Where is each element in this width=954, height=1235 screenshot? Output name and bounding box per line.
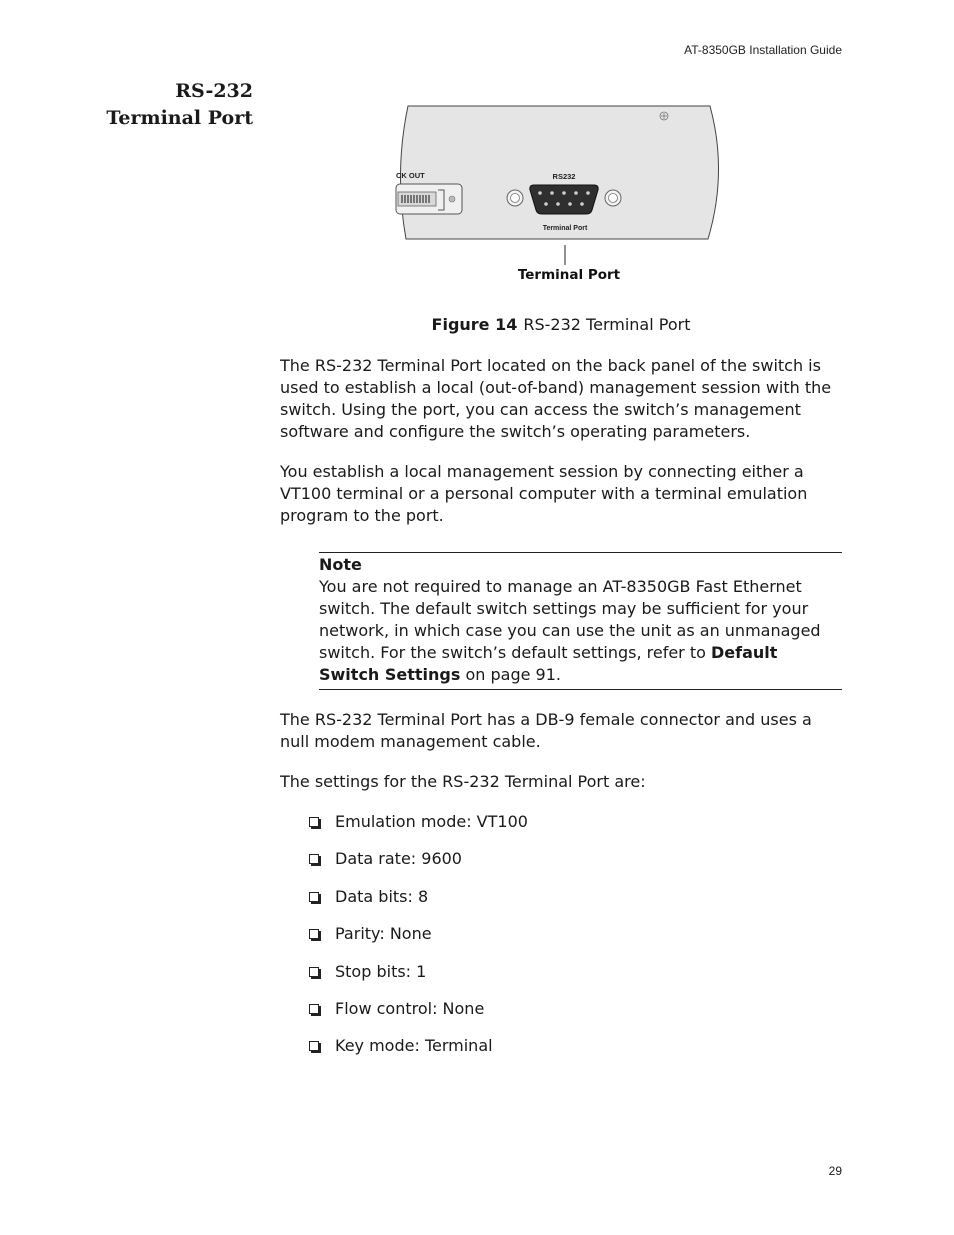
back-out-label: CK OUT — [396, 171, 425, 180]
section-heading-line1: RS-232 — [175, 80, 253, 102]
paragraph-settings-intro: The settings for the RS-232 Terminal Port are: — [280, 772, 646, 791]
checkbox-icon — [309, 1041, 319, 1051]
note-text: You are not required to manage an AT-8350GB Fast Ethernet switch. The default switch settings may be sufficient for your network, in which case you can use the unit as an unmanaged switch. For the switch’s default settings, refer to — [319, 577, 821, 662]
list-item — [307, 811, 528, 848]
checkbox-icon — [309, 817, 319, 827]
section-heading — [60, 78, 253, 132]
list-item — [307, 1035, 528, 1072]
figure-number: Figure 14 — [431, 315, 518, 334]
terminal-port-figure — [394, 104, 724, 294]
setting-text: Stop bits: 1 — [335, 961, 427, 981]
setting-text: Data bits: 8 — [335, 886, 429, 906]
left-jack-screw-icon — [507, 190, 523, 206]
default-switch-settings-link[interactable]: Default Switch Settings — [319, 643, 778, 684]
note-box — [319, 552, 842, 690]
figure-caption — [280, 315, 842, 334]
list-item — [307, 923, 528, 960]
panel-screw-icon — [660, 112, 668, 120]
settings-list — [307, 811, 528, 1073]
panel-terminal-port-label: Terminal Port — [542, 225, 588, 232]
db9-connector-icon — [530, 185, 598, 214]
checkbox-icon — [309, 1004, 319, 1014]
paragraph-session: You establish a local management session by connecting either a VT100 terminal or a personal computer with a terminal emulation program to the port. — [280, 462, 808, 525]
stack-out-connector-icon — [396, 184, 462, 214]
list-item — [307, 848, 528, 885]
checkbox-icon — [309, 929, 319, 939]
page-number: 29 — [828, 1164, 842, 1178]
list-item — [307, 998, 528, 1035]
checkbox-icon — [309, 854, 319, 864]
note-title: Note — [319, 555, 362, 574]
paragraph-connector: The RS-232 Terminal Port has a DB-9 female connector and uses a null modem management cable. — [280, 710, 812, 751]
back-panel-illustration — [394, 104, 724, 294]
setting-text: Flow control: None — [335, 998, 485, 1018]
list-item — [307, 961, 528, 998]
callout-label: Terminal Port — [517, 267, 621, 283]
setting-text: Data rate: 9600 — [335, 849, 462, 869]
list-item — [307, 886, 528, 923]
figure-title: RS-232 Terminal Port — [523, 315, 691, 334]
section-heading-line2: Terminal Port — [106, 107, 253, 129]
setting-text: Key mode: Terminal — [335, 1036, 493, 1056]
running-header: AT-8350GB Installation Guide — [684, 43, 842, 57]
right-jack-screw-icon — [605, 190, 621, 206]
checkbox-icon — [309, 967, 319, 977]
checkbox-icon — [309, 892, 319, 902]
paragraph-intro: The RS-232 Terminal Port located on the back panel of the switch is used to establish a local (out-of-band) management session with the switch. Using the port, you can access the switch’s management software and configure the switch’s operating parameters. — [280, 356, 832, 441]
setting-text: Parity: None — [335, 924, 432, 944]
rs232-label: RS232 — [552, 172, 576, 181]
setting-text: Emulation mode: VT100 — [335, 812, 528, 831]
note-text-end: on page 91. — [460, 665, 561, 684]
note-body — [319, 576, 842, 686]
